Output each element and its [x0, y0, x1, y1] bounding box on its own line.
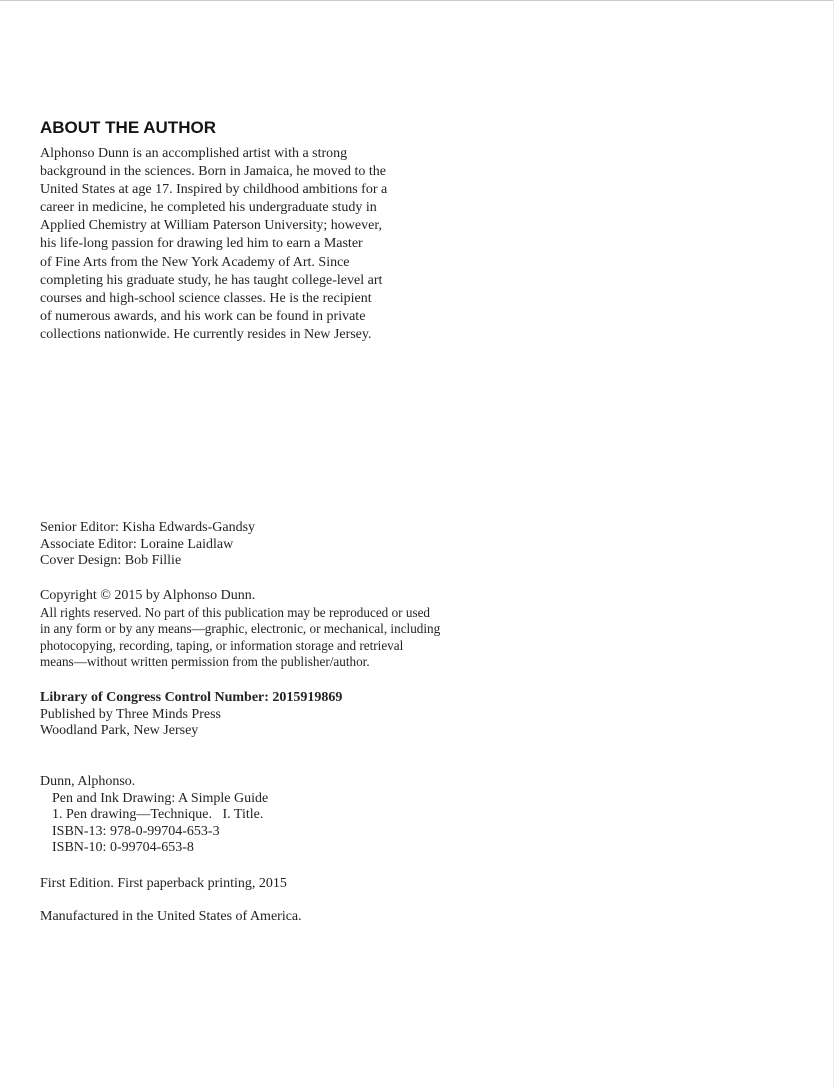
bio-line: career in medicine, he completed his undergraduate study in — [40, 200, 377, 216]
bio-line: United States at age 17. Inspired by childhood ambitions for a — [40, 182, 388, 198]
author-bio — [40, 145, 387, 344]
rights-line: photocopying, recording, taping, or information storage and retrieval — [40, 637, 404, 653]
about-author-heading: ABOUT THE AUTHOR — [40, 118, 216, 137]
rights-line: in any form or by any means—graphic, electronic, or mechanical, including — [40, 621, 441, 636]
copyright-notice — [40, 588, 440, 671]
rights-line: means—without written permission from the publisher/author. — [40, 654, 370, 669]
published-by: Published by Three Minds Press — [40, 706, 221, 722]
publisher-info — [40, 690, 342, 740]
editorial-credits — [40, 520, 255, 570]
manufactured-statement — [40, 909, 302, 926]
bio-line: Alphonso Dunn is an accomplished artist with a strong — [40, 146, 348, 161]
catalog-subjects: 1. Pen drawing—Technique. I. Title. — [52, 807, 264, 822]
cover-design-credit: Cover Design: Bob Fillie — [40, 553, 182, 568]
cataloging-data — [40, 774, 268, 857]
top-rule — [0, 0, 834, 1]
bio-line: collections nationwide. He currently resides in New Jersey. — [40, 326, 372, 342]
manufactured-line: Manufactured in the United States of America. — [40, 909, 302, 924]
rights-line: All rights reserved. No part of this publication may be reproduced or used — [40, 604, 431, 620]
bio-line: background in the sciences. Born in Jamaica, he moved to the — [40, 164, 387, 180]
catalog-author: Dunn, Alphonso. — [40, 774, 136, 789]
catalog-title: Pen and Ink Drawing: A Simple Guide — [52, 790, 269, 806]
publisher-location: Woodland Park, New Jersey — [40, 723, 199, 738]
lccn-number: Library of Congress Control Number: 2015919869 — [40, 690, 343, 705]
bio-line: of numerous awards, and his work can be found in private — [40, 308, 366, 324]
edition-statement — [40, 876, 287, 893]
isbn-13: ISBN-13: 978-0-99704-653-3 — [52, 823, 220, 839]
edition-line: First Edition. First paperback printing, 2015 — [40, 876, 287, 891]
bio-line: Applied Chemistry at William Paterson University; however, — [40, 218, 382, 234]
associate-editor-credit: Associate Editor: Loraine Laidlaw — [40, 536, 234, 552]
isbn-10: ISBN-10: 0-99704-653-8 — [52, 840, 194, 855]
senior-editor-credit: Senior Editor: Kisha Edwards-Gandsy — [40, 520, 256, 535]
bio-line: of Fine Arts from the New York Academy of Art. Since — [40, 254, 350, 270]
copyright-line: Copyright © 2015 by Alphonso Dunn. — [40, 588, 256, 603]
bio-line: his life-long passion for drawing led him to earn a Master — [40, 236, 363, 252]
bio-line: completing his graduate study, he has taught college-level art — [40, 272, 383, 288]
bio-line: courses and high-school science classes. He is the recipient — [40, 290, 372, 306]
